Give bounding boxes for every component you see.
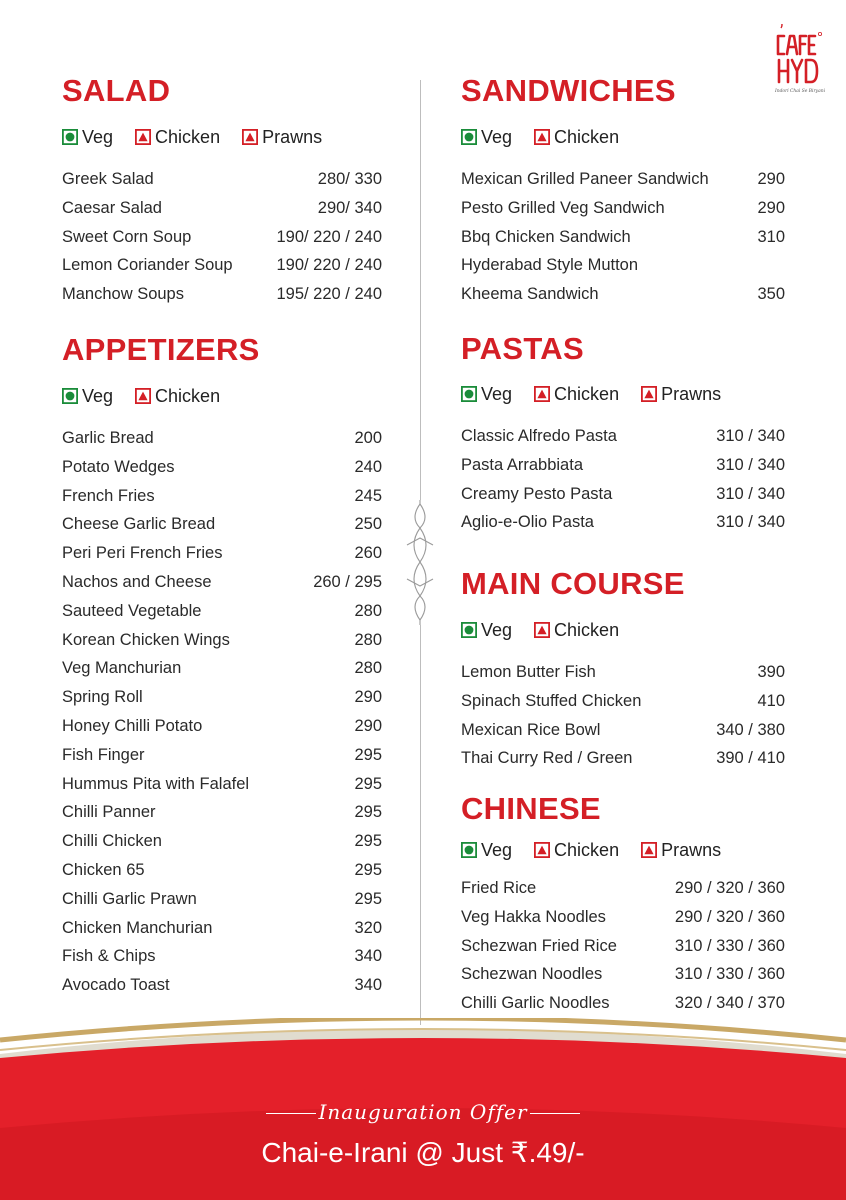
- menu-item-price: 390: [757, 663, 785, 681]
- menu-item-price: 340: [354, 976, 382, 995]
- veg-icon: [62, 388, 78, 404]
- section-title-sandwiches: SANDWICHES: [461, 73, 676, 108]
- menu-item-name: Classic Alfredo Pasta: [461, 427, 617, 445]
- menu-item: [461, 721, 785, 750]
- menu-item-name: Chilli Garlic Prawn: [62, 889, 197, 908]
- menu-item: [461, 256, 785, 285]
- legend-prawns-label: Prawns: [661, 383, 722, 404]
- menu-item-name: Bbq Chicken Sandwich: [461, 227, 631, 246]
- menu-item-name: Spinach Stuffed Chicken: [461, 691, 642, 710]
- chicken-icon: [534, 386, 550, 402]
- menu-item: [62, 861, 382, 890]
- menu-item: [62, 919, 382, 948]
- menu-item-name: Fried Rice: [461, 879, 537, 897]
- menu-item-price: 320: [354, 918, 382, 937]
- menu-item: [62, 199, 382, 228]
- legend-chicken: [534, 620, 619, 641]
- salad-items: [62, 170, 382, 314]
- menu-item-price: 295: [354, 803, 382, 822]
- menu-item-name: Aglio-e-Olio Pasta: [461, 513, 594, 532]
- legend-veg: [461, 840, 512, 861]
- legend-veg: [62, 386, 113, 407]
- legend-chicken: [135, 386, 220, 407]
- menu-item-price: 310 / 330 / 360: [674, 936, 785, 955]
- menu-item-price: 200: [354, 429, 382, 447]
- menu-item: [62, 947, 382, 976]
- legend-chinese: [461, 839, 743, 861]
- menu-item: [62, 256, 382, 285]
- menu-item: [461, 692, 785, 721]
- menu-item-price: 290: [757, 170, 785, 188]
- veg-icon: [461, 622, 477, 638]
- logo-tagline: Indori Chai Se Biryani: [774, 88, 826, 94]
- appetizers-section: [62, 331, 382, 995]
- legend-veg-label: Veg: [82, 385, 114, 406]
- legend-veg-label: Veg: [481, 619, 513, 640]
- menu-item-name: Korean Chicken Wings: [62, 630, 230, 649]
- appetizers-items: [62, 429, 382, 1005]
- menu-item-price: 290/ 340: [317, 198, 382, 217]
- section-title-chinese: CHINESE: [461, 791, 601, 826]
- menu-item-name: Avocado Toast: [62, 976, 170, 995]
- menu-item-name: Sweet Corn Soup: [62, 227, 192, 246]
- menu-item-name: Manchow Soups: [62, 285, 184, 304]
- veg-icon: [461, 842, 477, 858]
- menu-item: [62, 458, 382, 487]
- chicken-icon: [135, 129, 151, 145]
- veg-icon: [461, 386, 477, 402]
- legend-chicken-label: Chicken: [554, 126, 620, 147]
- menu-item-name: French Fries: [62, 486, 155, 505]
- menu-item-name: Fish Finger: [62, 745, 145, 764]
- legend-chicken: [534, 127, 619, 148]
- menu-item-name: Veg Manchurian: [62, 659, 182, 678]
- menu-item-name: Creamy Pesto Pasta: [461, 484, 613, 503]
- menu-item-price: 240: [354, 457, 382, 476]
- prawns-icon: [242, 129, 258, 145]
- menu-item-price: 295: [354, 889, 382, 908]
- chicken-icon: [135, 388, 151, 404]
- menu-item-price: 295: [354, 774, 382, 793]
- menu-item-price: 410: [757, 691, 785, 710]
- menu-item-price: 310 / 340: [716, 513, 785, 532]
- menu-item-price: 350: [757, 285, 785, 304]
- salad-section: [62, 72, 382, 304]
- legend-chicken-label: Chicken: [554, 383, 620, 404]
- menu-item-price: 290: [354, 688, 382, 707]
- menu-item: [62, 976, 382, 1005]
- menu-item-name: Chilli Panner: [62, 803, 156, 822]
- menu-item-name: Pasta Arrabbiata: [461, 455, 583, 474]
- menu-item-price: 310 / 330 / 360: [674, 965, 785, 984]
- menu-item-name: Chicken Manchurian: [62, 918, 213, 937]
- menu-item: [461, 427, 785, 456]
- menu-item: [62, 285, 382, 314]
- legend-veg-label: Veg: [481, 383, 513, 404]
- menu-item-price: 280: [354, 630, 382, 649]
- menu-item-name: Schezwan Noodles: [461, 965, 603, 984]
- menu-item: [62, 487, 382, 516]
- legend-pastas: [461, 383, 743, 405]
- sandwiches-items: [461, 170, 785, 314]
- menu-item-price: 280: [354, 659, 382, 678]
- menu-item: [62, 515, 382, 544]
- menu-item-price: 245: [354, 486, 382, 505]
- menu-item-price: 295: [354, 745, 382, 764]
- menu-item: [62, 170, 382, 199]
- menu-item-price: 260 / 295: [313, 572, 382, 591]
- menu-item: [62, 803, 382, 832]
- menu-item-price: 190/ 220 / 240: [276, 227, 382, 246]
- menu-item-price: 250: [354, 515, 382, 534]
- legend-sandwiches: [461, 126, 641, 148]
- legend-veg: [461, 127, 512, 148]
- menu-item: [461, 908, 785, 937]
- section-title-main-course: MAIN COURSE: [461, 566, 685, 601]
- menu-item-price: 295: [354, 832, 382, 851]
- chicken-icon: [534, 129, 550, 145]
- menu-item-name: Pesto Grilled Veg Sandwich: [461, 198, 665, 217]
- legend-appetizers: [62, 385, 242, 407]
- menu-item-name: Sauteed Vegetable: [62, 601, 202, 620]
- menu-item: [461, 937, 785, 966]
- menu-item-name: Thai Curry Red / Green: [461, 749, 633, 768]
- chicken-icon: [534, 622, 550, 638]
- prawns-icon: [641, 842, 657, 858]
- section-title-appetizers: APPETIZERS: [62, 332, 260, 367]
- menu-item-price: 390 / 410: [716, 749, 785, 768]
- menu-item: [461, 285, 785, 314]
- legend-prawns: [641, 384, 721, 405]
- section-title-pastas: PASTAS: [461, 331, 584, 366]
- menu-item: [62, 717, 382, 746]
- menu-item: [461, 456, 785, 485]
- pastas-section: [461, 330, 785, 532]
- menu-item-name: Chicken 65: [62, 860, 145, 879]
- legend-prawns-label: Prawns: [262, 126, 323, 147]
- menu-item-name: Mexican Rice Bowl: [461, 720, 601, 739]
- menu-item: [62, 659, 382, 688]
- menu-item: [461, 199, 785, 228]
- menu-item-price: 295: [354, 860, 382, 879]
- menu-item-price: 310 / 340: [716, 455, 785, 474]
- offer-text: Chai-e-Irani @ Just ₹.49/-: [261, 1137, 585, 1168]
- legend-chicken: [534, 384, 619, 405]
- menu-item: [461, 749, 785, 778]
- veg-icon: [461, 129, 477, 145]
- main-course-section: [461, 565, 785, 768]
- legend-veg: [461, 620, 512, 641]
- menu-item: [62, 544, 382, 573]
- legend-chicken-label: Chicken: [554, 839, 620, 860]
- menu-item: [62, 688, 382, 717]
- menu-item: [461, 663, 785, 692]
- menu-item-price: 340: [354, 947, 382, 966]
- legend-veg-label: Veg: [481, 126, 513, 147]
- menu-item-name: Lemon Coriander Soup: [62, 256, 233, 275]
- menu-item: [62, 890, 382, 919]
- menu-item-price: 290 / 320 / 360: [674, 907, 785, 926]
- menu-item-name: Chilli Chicken: [62, 832, 162, 851]
- chinese-section: [461, 790, 785, 1013]
- legend-prawns: [242, 127, 322, 148]
- legend-veg: [461, 384, 512, 405]
- menu-item-name: Honey Chilli Potato: [62, 716, 203, 735]
- legend-veg: [62, 127, 113, 148]
- chinese-items: [461, 879, 785, 1023]
- menu-item-price: 310 / 340: [716, 427, 785, 445]
- menu-item-name: Spring Roll: [62, 688, 143, 707]
- menu-item: [62, 746, 382, 775]
- menu-item-name: Hyderabad Style Mutton: [461, 256, 639, 275]
- menu-item-name: Schezwan Fried Rice: [461, 936, 617, 955]
- legend-chicken-label: Chicken: [155, 385, 221, 406]
- menu-item-name: Mexican Grilled Paneer Sandwich: [461, 170, 709, 188]
- ornament-divider: [404, 500, 436, 625]
- menu-item: [461, 228, 785, 257]
- veg-icon: [62, 129, 78, 145]
- menu-item-name: Kheema Sandwich: [461, 285, 599, 304]
- menu-item-name: Hummus Pita with Falafel: [62, 774, 250, 793]
- menu-item-price: 320 / 340 / 370: [674, 994, 785, 1013]
- menu-item-price: 290 / 320 / 360: [674, 879, 785, 897]
- menu-item-name: Potato Wedges: [62, 457, 175, 476]
- menu-item-price: 290: [354, 716, 382, 735]
- menu-item-price: 290: [757, 198, 785, 217]
- menu-item-name: Fish & Chips: [62, 947, 156, 966]
- menu-item: [62, 775, 382, 804]
- menu-item: [62, 832, 382, 861]
- menu-item: [461, 965, 785, 994]
- menu-item-price: 310 / 340: [716, 484, 785, 503]
- legend-veg-label: Veg: [82, 126, 114, 147]
- menu-item-price: 190/ 220 / 240: [276, 256, 382, 275]
- prawns-icon: [641, 386, 657, 402]
- menu-item: [62, 429, 382, 458]
- pastas-items: [461, 427, 785, 542]
- offer-title: Inauguration Offer: [318, 1100, 528, 1124]
- menu-item-name: Peri Peri French Fries: [62, 544, 223, 563]
- menu-item: [461, 513, 785, 542]
- legend-chicken-label: Chicken: [554, 619, 620, 640]
- legend-chicken: [135, 127, 220, 148]
- menu-item: [62, 631, 382, 660]
- menu-item-name: Chilli Garlic Noodles: [461, 994, 610, 1013]
- legend-main-course: [461, 619, 641, 641]
- menu-item: [461, 170, 785, 199]
- menu-item-name: Cheese Garlic Bread: [62, 515, 216, 534]
- main-course-items: [461, 663, 785, 778]
- menu-item-price: 280: [354, 601, 382, 620]
- menu-item-name: Garlic Bread: [62, 429, 154, 447]
- menu-item: [62, 602, 382, 631]
- menu-item-name: Nachos and Cheese: [62, 572, 212, 591]
- menu-item-name: Caesar Salad: [62, 198, 162, 217]
- legend-salad: [62, 126, 344, 148]
- menu-item-price: 280/ 330: [317, 170, 382, 188]
- legend-chicken: [534, 840, 619, 861]
- menu-item: [461, 485, 785, 514]
- menu-item-price: 260: [354, 544, 382, 563]
- section-title-salad: SALAD: [62, 73, 171, 108]
- menu-item-name: Greek Salad: [62, 170, 154, 188]
- chicken-icon: [534, 842, 550, 858]
- legend-chicken-label: Chicken: [155, 126, 221, 147]
- menu-item-price: 310: [757, 227, 785, 246]
- menu-item-price: 195/ 220 / 240: [276, 285, 382, 304]
- sandwiches-section: [461, 72, 785, 304]
- legend-veg-label: Veg: [481, 839, 513, 860]
- menu-item-name: Veg Hakka Noodles: [461, 907, 606, 926]
- menu-item: [62, 228, 382, 257]
- menu-item-name: Lemon Butter Fish: [461, 663, 596, 681]
- legend-prawns: [641, 840, 721, 861]
- legend-prawns-label: Prawns: [661, 839, 722, 860]
- menu-item: [62, 573, 382, 602]
- menu-item: [461, 879, 785, 908]
- menu-item-price: 340 / 380: [716, 720, 785, 739]
